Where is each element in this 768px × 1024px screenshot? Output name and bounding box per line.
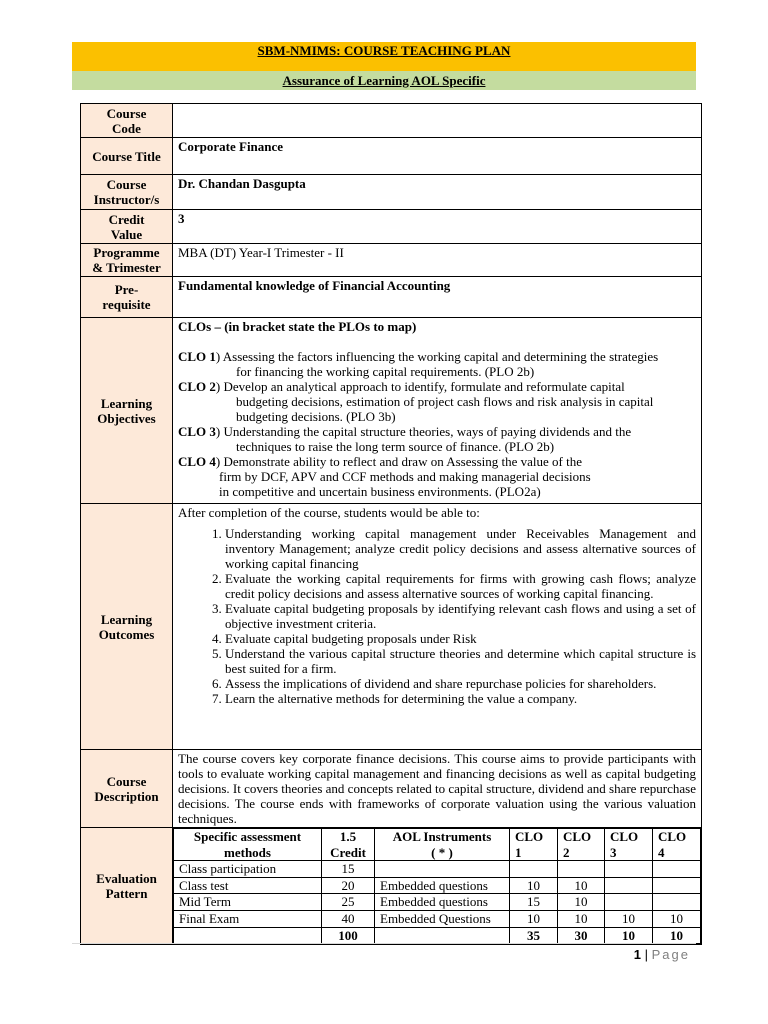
clo-3: CLO 3) Understanding the capital structure theories, ways of paying dividends and the (178, 424, 632, 439)
list-item: 5. Understand the various capital structure theories and determine which capital structure is best suited for a firm. (225, 646, 696, 676)
label-learning-objectives: Learning Objectives (81, 318, 173, 504)
label-evaluation-pattern: Evaluation Pattern (81, 828, 173, 945)
row-credit (81, 210, 702, 244)
row-evaluation-pattern (81, 828, 702, 945)
objectives-content: CLOs – (in bracket state the PLOs to map) CLO 1) Assessing the factors influencing the working capital and determining the strategies for financing the working capital requirements. (PLO 2b) CLO 2) Develop an analytical approach to identify, formulate and reformulate capital budgeting decisions, estimation of project cash flows and risk analysis in capital budgeting decisions. (PLO 3b) CLO 3) Understanding the capital structure theories, ways of paying dividends and the techniques to raise the long term source of finance. (PLO 2b) CLO 4) Demonstrate ability to reflect and draw on Assessing the value of the firm by DCF, APV and CCF methods and making managerial decisions in competitive and uncertain business environments. (PLO2a) (173, 318, 702, 504)
row-learning-objectives (81, 318, 702, 504)
label-programme: Programme & Trimester (81, 244, 173, 277)
clo-2: CLO 2) Develop an analytical approach to identify, formulate and reformulate capital (178, 379, 625, 394)
table-row: Final Exam 40 Embedded Questions 10 10 10 10 (174, 910, 701, 927)
list-item: 6. Assess the implications of dividend and share repurchase policies for shareholders. (225, 676, 696, 691)
header-credit: 1.5 Credit (322, 829, 375, 861)
list-item: 3. Evaluate capital budgeting proposals by identifying relevant cash flows and using a set of objective investment criteria. (225, 601, 696, 631)
document-title: SBM-NMIMS: COURSE TEACHING PLAN (257, 43, 511, 58)
label-credit: Credit Value (81, 210, 173, 244)
label-instructor: Course Instructor/s (81, 175, 173, 210)
row-programme (81, 244, 702, 277)
label-learning-outcomes: Learning Outcomes (81, 504, 173, 750)
table-row: Class participation 15 (174, 861, 701, 878)
document-subtitle-band (72, 71, 696, 90)
label-course-code: Course Code (81, 104, 173, 138)
page-separator: | (644, 947, 648, 962)
header-aol: AOL Instruments ( * ) (375, 829, 510, 861)
evaluation-content (173, 828, 702, 945)
row-course-code (81, 104, 702, 138)
row-learning-outcomes (81, 504, 702, 750)
row-course-description (81, 750, 702, 828)
label-prerequisite: Pre- requisite (81, 277, 173, 318)
header-clo-4: CLO 4 (653, 829, 701, 861)
objectives-heading: CLOs – (in bracket state the PLOs to map) (178, 319, 417, 334)
outcomes-content (173, 504, 702, 750)
clo-1: CLO 1) Assessing the factors influencing the working capital and determining the strategies (178, 349, 659, 364)
header-clo-3: CLO 3 (605, 829, 653, 861)
evaluation-table (173, 828, 701, 944)
label-course-description: Course Description (81, 750, 173, 828)
header-clo-2: CLO 2 (558, 829, 605, 861)
outcomes-intro: After completion of the course, students would be able to: (178, 505, 480, 520)
list-item: 1. Understanding working capital management under Receivables Management and inventory Management; analyze credit policy decisions and assess alternative sources of working capital financing (225, 526, 696, 571)
value-instructor: Dr. Chandan Dasgupta (173, 175, 702, 210)
course-plan-table (80, 103, 702, 945)
row-prerequisite (81, 277, 702, 318)
header-clo-1: CLO 1 (510, 829, 558, 861)
row-instructor (81, 175, 702, 210)
course-description-text: The course covers key corporate finance decisions. This course aims to provide participants with tools to evaluate working capital management and financing decisions as well as capital budgeting decisions. It covers theories and concepts related to capital structure, dividend and share repurchase decisions. The course ends with frameworks of corporate valuation using the various valuation techniques. (173, 750, 702, 828)
list-item: 7. Learn the alternative methods for determining the value a company. (225, 691, 696, 706)
evaluation-header-row (174, 829, 701, 861)
total-row: 100 35 30 10 10 (174, 927, 701, 944)
table-row: Class test 20 Embedded questions 10 10 (174, 877, 701, 894)
list-item: 2. Evaluate the working capital requirements for firms with growing cash flows; analyze credit policy decisions and assess alternative sources of working capital financing. (225, 571, 696, 601)
row-course-title (81, 138, 702, 175)
table-row: Mid Term 25 Embedded questions 15 10 (174, 894, 701, 911)
header-methods: Specific assessment methods (174, 829, 322, 861)
document-subtitle: Assurance of Learning AOL Specific (282, 73, 486, 88)
clo-4: CLO 4) Demonstrate ability to reflect and draw on Assessing the value of the (178, 454, 582, 469)
value-credit: 3 (173, 210, 702, 244)
value-programme: MBA (DT) Year-I Trimester - II (173, 244, 702, 277)
page-number-value: 1 (633, 947, 641, 962)
list-item: 4. Evaluate capital budgeting proposals under Risk (225, 631, 696, 646)
page-word: Page (651, 947, 690, 962)
label-course-title: Course Title (81, 138, 173, 175)
outcomes-list (178, 526, 696, 706)
page-number (634, 947, 690, 962)
value-prerequisite: Fundamental knowledge of Financial Accounting (173, 277, 702, 318)
footer-divider (72, 943, 696, 944)
value-course-title: Corporate Finance (173, 138, 702, 175)
value-course-code (173, 104, 702, 138)
